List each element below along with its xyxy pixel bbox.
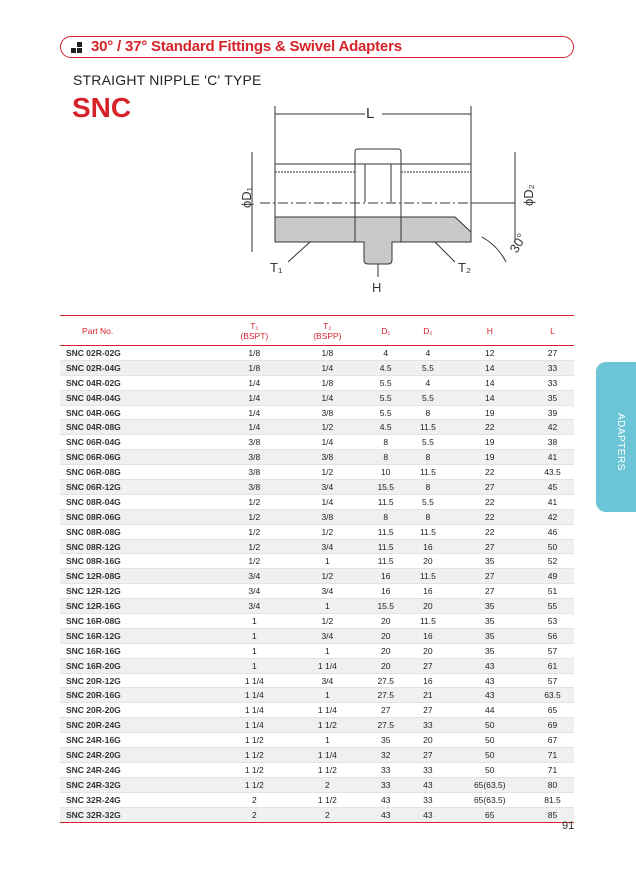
table-cell: 33 xyxy=(407,792,448,807)
table-cell: 11.5 xyxy=(407,420,448,435)
part-number-cell: SNC 08R-04G xyxy=(60,494,218,509)
part-number-cell: SNC 04R-04G xyxy=(60,390,218,405)
table-cell: 35 xyxy=(449,643,531,658)
table-cell: 27 xyxy=(407,658,448,673)
table-cell: 35 xyxy=(449,599,531,614)
table-cell: 8 xyxy=(407,450,448,465)
table-row xyxy=(60,807,574,822)
part-number-cell: SNC 12R-16G xyxy=(60,599,218,614)
table-cell: 57 xyxy=(531,673,574,688)
table-cell: 1/4 xyxy=(218,390,290,405)
table-cell: 20 xyxy=(364,614,407,629)
table-cell: 50 xyxy=(449,718,531,733)
table-cell: 4.5 xyxy=(364,420,407,435)
table-row xyxy=(60,792,574,807)
part-number-cell: SNC 24R-24G xyxy=(60,762,218,777)
table-cell: 32 xyxy=(364,748,407,763)
table-row xyxy=(60,554,574,569)
part-number-cell: SNC 06R-04G xyxy=(60,435,218,450)
table-row xyxy=(60,390,574,405)
table-cell: 11.5 xyxy=(364,554,407,569)
table-cell: 1/2 xyxy=(218,539,290,554)
col-t1: T₁ (BSPT) xyxy=(218,316,290,346)
table-row xyxy=(60,346,574,361)
table-cell: 27.5 xyxy=(364,688,407,703)
table-cell: 71 xyxy=(531,748,574,763)
table-cell: 5.5 xyxy=(407,494,448,509)
table-row xyxy=(60,584,574,599)
table-row xyxy=(60,762,574,777)
part-number-cell: SNC 20R-20G xyxy=(60,703,218,718)
table-row xyxy=(60,405,574,420)
table-cell: 49 xyxy=(531,569,574,584)
table-cell: 33 xyxy=(364,762,407,777)
part-number-cell: SNC 02R-04G xyxy=(60,360,218,375)
table-cell: 11.5 xyxy=(407,465,448,480)
table-cell: 11.5 xyxy=(364,494,407,509)
part-number-cell: SNC 12R-12G xyxy=(60,584,218,599)
table-cell: 42 xyxy=(531,509,574,524)
table-cell: 81.5 xyxy=(531,792,574,807)
col-h: H xyxy=(449,316,531,346)
table-cell: 43 xyxy=(449,688,531,703)
product-subtitle: STRAIGHT NIPPLE 'C' TYPE xyxy=(73,72,262,88)
table-cell: 1 1/4 xyxy=(218,688,290,703)
table-cell: 5.5 xyxy=(364,390,407,405)
table-cell: 1/4 xyxy=(291,390,365,405)
part-number-cell: SNC 32R-24G xyxy=(60,792,218,807)
table-cell: 1 xyxy=(218,628,290,643)
table-cell: 22 xyxy=(449,420,531,435)
table-row xyxy=(60,450,574,465)
part-number-cell: SNC 24R-32G xyxy=(60,777,218,792)
table-row xyxy=(60,599,574,614)
table-cell: 35 xyxy=(449,614,531,629)
dim-l-label: L xyxy=(366,105,375,122)
table-cell: 1 1/2 xyxy=(218,762,290,777)
part-number-cell: SNC 20R-24G xyxy=(60,718,218,733)
table-cell: 2 xyxy=(291,807,365,822)
table-cell: 5.5 xyxy=(364,405,407,420)
fitting-drawing xyxy=(230,92,560,302)
table-cell: 27.5 xyxy=(364,718,407,733)
table-cell: 3/8 xyxy=(218,435,290,450)
table-cell: 1 xyxy=(291,688,365,703)
section-header xyxy=(60,36,574,58)
table-cell: 1 1/2 xyxy=(291,792,365,807)
table-cell: 3/4 xyxy=(291,584,365,599)
table-cell: 51 xyxy=(531,584,574,599)
table-cell: 27 xyxy=(449,584,531,599)
table-cell: 16 xyxy=(407,584,448,599)
table-cell: 61 xyxy=(531,658,574,673)
table-cell: 45 xyxy=(531,480,574,495)
h-label: H xyxy=(372,280,382,295)
table-cell: 1 1/4 xyxy=(291,748,365,763)
table-cell: 27.5 xyxy=(364,673,407,688)
table-cell: 1/2 xyxy=(291,569,365,584)
t2-label: T₂ xyxy=(458,260,471,275)
table-cell: 14 xyxy=(449,390,531,405)
table-cell: 65 xyxy=(449,807,531,822)
part-number-cell: SNC 08R-16G xyxy=(60,554,218,569)
table-cell: 3/4 xyxy=(218,584,290,599)
table-cell: 1/4 xyxy=(218,375,290,390)
table-cell: 38 xyxy=(531,435,574,450)
table-cell: 50 xyxy=(449,762,531,777)
table-cell: 27 xyxy=(407,703,448,718)
table-cell: 12 xyxy=(449,346,531,361)
table-cell: 27 xyxy=(449,480,531,495)
table-cell: 35 xyxy=(449,628,531,643)
table-cell: 3/4 xyxy=(218,599,290,614)
table-cell: 69 xyxy=(531,718,574,733)
table-cell: 1/4 xyxy=(291,435,365,450)
col-l: L xyxy=(531,316,574,346)
table-row xyxy=(60,569,574,584)
table-cell: 1/2 xyxy=(291,524,365,539)
table-cell: 35 xyxy=(449,554,531,569)
table-row xyxy=(60,628,574,643)
product-code: SNC xyxy=(72,92,132,123)
col-t2: T₂ (BSPP) xyxy=(291,316,365,346)
part-number-cell: SNC 16R-08G xyxy=(60,614,218,629)
table-cell: 1/8 xyxy=(291,375,365,390)
part-number-cell: SNC 02R-02G xyxy=(60,346,218,361)
table-cell: 1/4 xyxy=(218,420,290,435)
page-number: 91 xyxy=(562,820,575,832)
dim-d1-label: ϕD₁ xyxy=(239,186,254,208)
part-number-cell: SNC 04R-06G xyxy=(60,405,218,420)
table-row xyxy=(60,658,574,673)
table-cell: 1 1/2 xyxy=(291,718,365,733)
dim-d2-label: ϕD₂ xyxy=(521,184,536,206)
table-cell: 1 1/2 xyxy=(218,777,290,792)
part-number-cell: SNC 20R-16G xyxy=(60,688,218,703)
table-cell: 33 xyxy=(407,762,448,777)
table-row xyxy=(60,465,574,480)
table-cell: 1/2 xyxy=(291,420,365,435)
table-cell: 3/8 xyxy=(291,405,365,420)
table-cell: 2 xyxy=(218,792,290,807)
table-cell: 5.5 xyxy=(407,390,448,405)
table-row xyxy=(60,494,574,509)
table-cell: 43 xyxy=(449,658,531,673)
table-cell: 50 xyxy=(449,733,531,748)
table-cell: 2 xyxy=(218,807,290,822)
table-cell: 1/4 xyxy=(291,360,365,375)
table-header-row xyxy=(60,316,574,346)
part-number-cell: SNC 12R-08G xyxy=(60,569,218,584)
table-row xyxy=(60,777,574,792)
table-cell: 43 xyxy=(364,792,407,807)
table-cell: 14 xyxy=(449,375,531,390)
table-cell: 43 xyxy=(407,807,448,822)
table-cell: 33 xyxy=(531,360,574,375)
table-cell: 33 xyxy=(407,718,448,733)
part-number-cell: SNC 16R-16G xyxy=(60,643,218,658)
table-cell: 44 xyxy=(449,703,531,718)
side-tab-label: ADAPTERS xyxy=(615,413,626,471)
table-cell: 20 xyxy=(364,658,407,673)
table-cell: 5.5 xyxy=(407,435,448,450)
part-number-cell: SNC 16R-12G xyxy=(60,628,218,643)
table-cell: 3/4 xyxy=(218,569,290,584)
table-row xyxy=(60,614,574,629)
table-cell: 19 xyxy=(449,435,531,450)
table-cell: 3/8 xyxy=(218,480,290,495)
part-number-cell: SNC 08R-12G xyxy=(60,539,218,554)
table-cell: 41 xyxy=(531,450,574,465)
table-row xyxy=(60,643,574,658)
table-cell: 15.5 xyxy=(364,599,407,614)
table-cell: 1/8 xyxy=(218,346,290,361)
table-cell: 55 xyxy=(531,599,574,614)
table-cell: 11.5 xyxy=(407,524,448,539)
table-cell: 1/2 xyxy=(291,465,365,480)
table-cell: 65(63.5) xyxy=(449,792,531,807)
table-cell: 11.5 xyxy=(407,569,448,584)
table-cell: 3/4 xyxy=(291,628,365,643)
table-cell: 19 xyxy=(449,405,531,420)
table-cell: 3/4 xyxy=(291,539,365,554)
table-cell: 8 xyxy=(364,450,407,465)
table-cell: 20 xyxy=(407,554,448,569)
table-cell: 27 xyxy=(531,346,574,361)
table-cell: 8 xyxy=(364,509,407,524)
table-cell: 20 xyxy=(407,733,448,748)
table-row xyxy=(60,673,574,688)
table-row xyxy=(60,539,574,554)
table-cell: 1 1/4 xyxy=(218,673,290,688)
table-row xyxy=(60,688,574,703)
table-cell: 16 xyxy=(407,539,448,554)
table-cell: 1 1/4 xyxy=(218,703,290,718)
table-cell: 50 xyxy=(531,539,574,554)
table-cell: 85 xyxy=(531,807,574,822)
table-cell: 1 1/4 xyxy=(218,718,290,733)
table-cell: 8 xyxy=(364,435,407,450)
table-cell: 22 xyxy=(449,509,531,524)
table-cell: 1 1/4 xyxy=(291,658,365,673)
table-cell: 71 xyxy=(531,762,574,777)
table-cell: 19 xyxy=(449,450,531,465)
table-cell: 11.5 xyxy=(407,614,448,629)
part-number-cell: SNC 04R-08G xyxy=(60,420,218,435)
table-cell: 16 xyxy=(364,569,407,584)
table-cell: 1 xyxy=(291,554,365,569)
table-cell: 56 xyxy=(531,628,574,643)
table-row xyxy=(60,420,574,435)
table-cell: 15.5 xyxy=(364,480,407,495)
table-cell: 1/8 xyxy=(218,360,290,375)
table-cell: 1/2 xyxy=(291,614,365,629)
table-row xyxy=(60,718,574,733)
table-cell: 1 1/2 xyxy=(218,748,290,763)
table-cell: 16 xyxy=(407,628,448,643)
table-row xyxy=(60,375,574,390)
table-cell: 4.5 xyxy=(364,360,407,375)
table-cell: 11.5 xyxy=(364,524,407,539)
table-row xyxy=(60,703,574,718)
table-cell: 1/2 xyxy=(218,554,290,569)
table-cell: 3/8 xyxy=(291,450,365,465)
table-cell: 16 xyxy=(364,584,407,599)
dimensions-table xyxy=(60,315,574,823)
table-cell: 8 xyxy=(407,480,448,495)
table-cell: 1 1/2 xyxy=(291,762,365,777)
table-cell: 50 xyxy=(449,748,531,763)
t1-label: T₁ xyxy=(270,260,283,275)
table-cell: 4 xyxy=(407,346,448,361)
table-cell: 22 xyxy=(449,465,531,480)
table-cell: 2 xyxy=(291,777,365,792)
table-cell: 22 xyxy=(449,494,531,509)
table-cell: 1/8 xyxy=(291,346,365,361)
section-title: 30° / 37° Standard Fittings & Swivel Adapters xyxy=(91,38,402,55)
col-part-no: Part No. xyxy=(60,316,218,346)
table-cell: 11.5 xyxy=(364,539,407,554)
table-cell: 41 xyxy=(531,494,574,509)
part-number-cell: SNC 16R-20G xyxy=(60,658,218,673)
table-cell: 53 xyxy=(531,614,574,629)
angle-label: 30° xyxy=(506,230,530,256)
table-row xyxy=(60,480,574,495)
table-cell: 1/4 xyxy=(218,405,290,420)
table-cell: 1 xyxy=(291,643,365,658)
table-cell: 14 xyxy=(449,360,531,375)
table-cell: 52 xyxy=(531,554,574,569)
table-cell: 3/4 xyxy=(291,673,365,688)
table-cell: 20 xyxy=(407,599,448,614)
table-cell: 1/2 xyxy=(218,494,290,509)
table-cell: 3/8 xyxy=(218,465,290,480)
table-cell: 80 xyxy=(531,777,574,792)
col-d1: D₁ xyxy=(364,316,407,346)
table-cell: 1 xyxy=(218,614,290,629)
table-cell: 8 xyxy=(407,509,448,524)
table-cell: 20 xyxy=(364,643,407,658)
part-number-cell: SNC 08R-08G xyxy=(60,524,218,539)
table-cell: 1 1/4 xyxy=(291,703,365,718)
table-cell: 43 xyxy=(449,673,531,688)
table-cell: 1 xyxy=(218,643,290,658)
col-d2: D₂ xyxy=(407,316,448,346)
table-cell: 5.5 xyxy=(407,360,448,375)
table-cell: 4 xyxy=(407,375,448,390)
table-cell: 27 xyxy=(364,703,407,718)
table-cell: 35 xyxy=(531,390,574,405)
table-cell: 3/4 xyxy=(291,480,365,495)
table-cell: 57 xyxy=(531,643,574,658)
table-cell: 39 xyxy=(531,405,574,420)
table-cell: 5.5 xyxy=(364,375,407,390)
table-cell: 3/8 xyxy=(291,509,365,524)
part-number-cell: SNC 32R-32G xyxy=(60,807,218,822)
table-cell: 1 xyxy=(218,658,290,673)
table-row xyxy=(60,435,574,450)
table-cell: 1 xyxy=(291,733,365,748)
part-number-cell: SNC 08R-06G xyxy=(60,509,218,524)
table-cell: 43.5 xyxy=(531,465,574,480)
table-cell: 27 xyxy=(449,569,531,584)
table-row xyxy=(60,509,574,524)
table-cell: 10 xyxy=(364,465,407,480)
table-cell: 33 xyxy=(531,375,574,390)
table-row xyxy=(60,524,574,539)
table-cell: 22 xyxy=(449,524,531,539)
table-cell: 42 xyxy=(531,420,574,435)
table-cell: 67 xyxy=(531,733,574,748)
part-number-cell: SNC 06R-08G xyxy=(60,465,218,480)
table-cell: 43 xyxy=(364,807,407,822)
part-number-cell: SNC 06R-06G xyxy=(60,450,218,465)
table-cell: 16 xyxy=(407,673,448,688)
table-row xyxy=(60,748,574,763)
part-number-cell: SNC 24R-16G xyxy=(60,733,218,748)
table-cell: 1/2 xyxy=(218,509,290,524)
table-cell: 65 xyxy=(531,703,574,718)
table-cell: 8 xyxy=(407,405,448,420)
table-cell: 1 xyxy=(291,599,365,614)
table-cell: 27 xyxy=(449,539,531,554)
table-cell: 20 xyxy=(407,643,448,658)
table-cell: 43 xyxy=(407,777,448,792)
table-cell: 1/2 xyxy=(218,524,290,539)
table-cell: 21 xyxy=(407,688,448,703)
table-row xyxy=(60,733,574,748)
part-number-cell: SNC 20R-12G xyxy=(60,673,218,688)
table-cell: 1 1/2 xyxy=(218,733,290,748)
table-cell: 65(63.5) xyxy=(449,777,531,792)
table-row xyxy=(60,360,574,375)
table-cell: 63.5 xyxy=(531,688,574,703)
table-cell: 1/4 xyxy=(291,494,365,509)
table-cell: 35 xyxy=(364,733,407,748)
table-cell: 20 xyxy=(364,628,407,643)
table-cell: 46 xyxy=(531,524,574,539)
part-number-cell: SNC 04R-02G xyxy=(60,375,218,390)
squares-icon xyxy=(71,42,83,54)
part-number-cell: SNC 24R-20G xyxy=(60,748,218,763)
part-number-cell: SNC 06R-12G xyxy=(60,480,218,495)
table-cell: 4 xyxy=(364,346,407,361)
table-cell: 33 xyxy=(364,777,407,792)
table-cell: 3/8 xyxy=(218,450,290,465)
table-cell: 27 xyxy=(407,748,448,763)
